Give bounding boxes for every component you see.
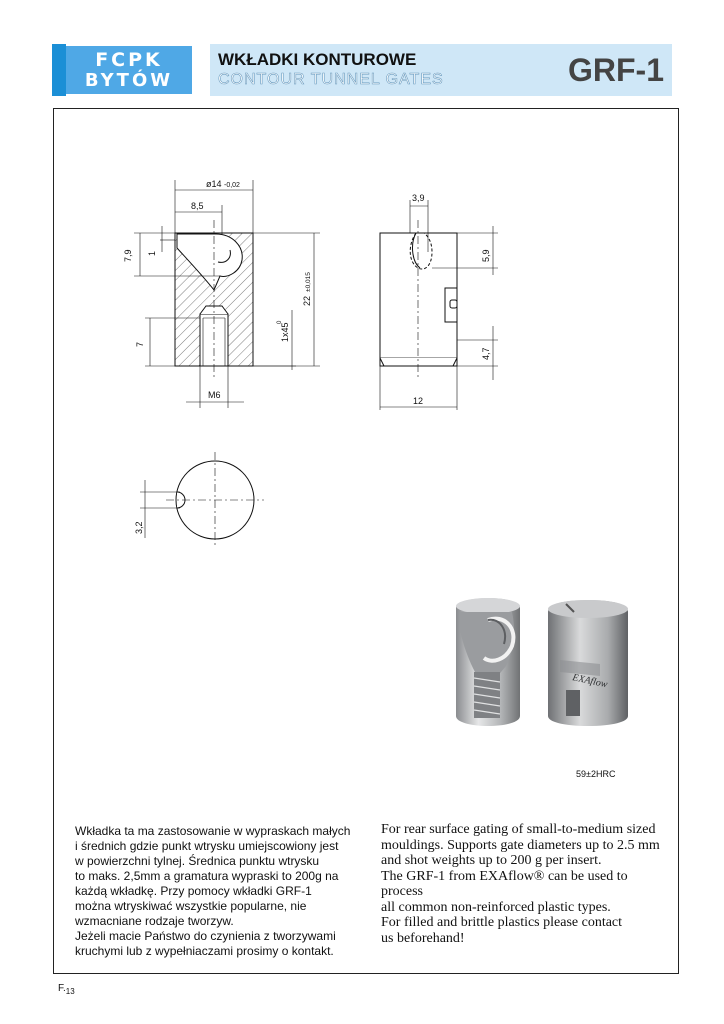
text-line: and shot weights up to 200 g per insert. [381, 853, 602, 868]
text-line: all common non-reinforced plastic types. [381, 899, 611, 915]
text-line: kruchymi lub z wypełniaczami prosimy o kontakt. [75, 944, 334, 958]
dim-8-5: 8,5 [191, 201, 204, 211]
dim-7-9: 7,9 [123, 249, 133, 262]
dim-22: 22 [302, 295, 312, 306]
text-line: wzmacniane rodzaje tworzyw. [75, 914, 234, 928]
text-line: For rear surface gating of small-to-medium sized [381, 822, 656, 837]
text-line: The GRF-1 from EXAflow® can be used to process [381, 868, 628, 899]
dim-7: 7 [135, 341, 145, 347]
text-line: Jeżeli macie Państwo do czynienia z tworzywami [75, 929, 336, 943]
dim-12: 12 [413, 396, 424, 406]
description-polish [75, 824, 375, 959]
title-english: CONTOUR TUNNEL GATES [218, 71, 444, 88]
title-polish: WKŁADKI KONTUROWE [218, 50, 417, 69]
dim-diameter-tolerance: -0,02 [224, 182, 240, 189]
photo-brand-mark: EXAflow [571, 672, 609, 691]
top-view [140, 452, 264, 548]
dim-3-9: 3,9 [412, 193, 425, 203]
dim-5-9: 5,9 [481, 249, 491, 262]
page-letter: F. [58, 983, 66, 994]
text-line: to maks. 2,5mm a gramatura wypraski to 200g na [75, 869, 339, 883]
dim-3-2: 3,2 [134, 521, 144, 534]
text-line: i średnich gdzie punkt wtrysku umiejscowiony jest [75, 839, 339, 853]
product-photo [456, 598, 628, 726]
dim-4-7: 4,7 [481, 347, 491, 360]
logo-line-1: FCPK [95, 49, 163, 71]
hardness-label: 59±2HRC [576, 769, 616, 779]
dim-chamfer-degree: 0 [277, 320, 283, 324]
dim-thread-m6: M6 [208, 390, 221, 400]
section-view [134, 180, 320, 408]
page-digits: 13 [65, 987, 75, 996]
text-line: każdą wkładkę. Przy pomocy wkładki GRF-1 [75, 884, 312, 898]
text-line: mouldings. Supports gate diameters up to 2.5 mm [381, 837, 660, 853]
dim-diameter-14: ø14 [206, 179, 222, 189]
description-english [381, 822, 671, 946]
dim-1: 1 [147, 250, 157, 256]
text-line: Wkładka ta ma zastosowanie w wypraskach małych [75, 824, 351, 838]
dim-22-tolerance: ±0,015 [305, 272, 312, 292]
dim-chamfer: 1x45 [280, 322, 290, 342]
page-number [58, 983, 75, 996]
logo-line-2: BYTÓW [84, 70, 174, 91]
text-line: w powierzchni tylnej. Średnica punktu wtrysku [75, 854, 320, 868]
product-code: GRF-1 [568, 52, 664, 88]
text-line: można wtryskiwać wszystkie popularne, nie [75, 899, 307, 913]
text-line: us beforehand! [381, 930, 465, 946]
text-line: For filled and brittle plastics please contact [381, 915, 623, 930]
side-view [380, 200, 498, 410]
